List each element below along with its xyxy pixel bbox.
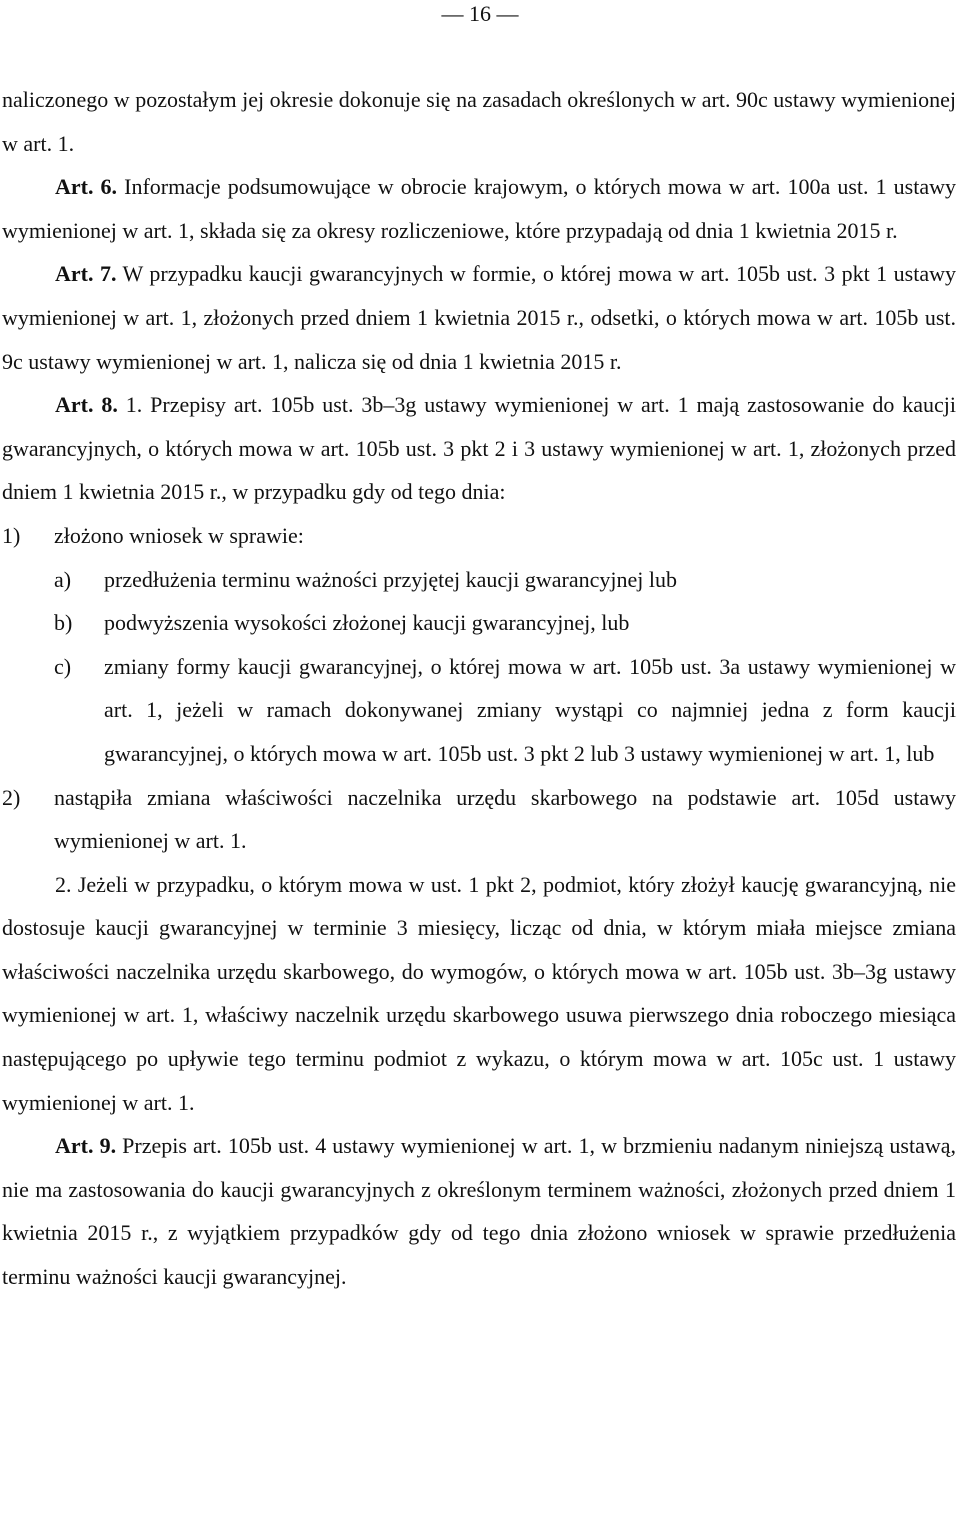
sublist-item-text: przedłużenia terminu ważności przyjętej kaucji gwarancyjnej lub [104, 566, 677, 592]
sublist-marker: c) [54, 653, 72, 679]
article-8-paragraph-2: 2. Jeżeli w przypadku, o którym mowa w ust. 1 pkt 2, podmiot, który złożył kaucję gwarancyjną, nie dostosuje kaucji gwarancyjnej w terminie 3 miesięcy, licząc od dnia, w którym miała miejsce zmiana właściwości naczelnika urzędu skarbowego, do wymogów, o których mowa w art. 105b ust. 3b–3g ustawy wymienionej w art. 1, właściwy naczelnik urzędu skarbowego usuwa pierwszego dnia roboczego miesiąca następującego po upływie tego terminu podmiot z wykazu, o którym mowa w art. 105c ust. 1 ustawy wymienionej w art. 1. [2, 871, 956, 1115]
article-8-subitem-a [2, 558, 956, 602]
page-number: — 16 — [441, 1, 519, 26]
sublist-item-text: podwyższenia wysokości złożonej kaucji gwarancyjnej, lub [104, 610, 630, 636]
article-9-label: Art. 9. [55, 1133, 117, 1159]
article-7-text: W przypadku kaucji gwarancyjnych w formie, o której mowa w art. 105b ust. 3 pkt 1 ustawy wymienionej w art. 1, złożonych przed dniem 1 kwietnia 2015 r., odsetki, o których mowa w art. 105b ust. 9c ustawy wymienionej w art. 1, nalicza się od dnia 1 kwietnia 2015 r. [2, 261, 956, 374]
sublist-marker: a) [54, 566, 72, 592]
article-6-label: Art. 6. [55, 174, 118, 200]
article-8 [2, 383, 956, 514]
article-9-text: Przepis art. 105b ust. 4 ustawy wymienionej w art. 1, w brzmieniu nadanym niniejszą ustawą, nie ma zastosowania do kaucji gwarancyjnych z określonym terminem ważności, złożonych przed dniem 1 kwietnia 2015 r., z wyjątkiem przypadków gdy od tego dnia złożono wniosek w sprawie przedłużenia terminu ważności kaucji gwarancyjnej. [2, 1133, 956, 1290]
list-item-text: nastąpiła zmiana właściwości naczelnika urzędu skarbowego na podstawie art. 105d ustawy wymienionej w art. 1. [54, 784, 956, 854]
article-8-text: 1. Przepisy art. 105b ust. 3b–3g ustawy wymienionej w art. 1 mają zastosowanie do kaucji gwarancyjnych, o których mowa w art. 105b ust. 3 pkt 2 i 3 ustawy wymienionej w art. 1, złożonych przed dniem 1 kwietnia 2015 r., w przypadku gdy od tego dnia: [2, 392, 956, 505]
article-8-label: Art. 8. [55, 392, 118, 418]
list-marker: 1) [2, 522, 21, 548]
article-8-subitem-b [2, 601, 956, 645]
list-item-text: złożono wniosek w sprawie: [54, 522, 304, 548]
article-7 [2, 252, 956, 383]
sublist-marker: b) [54, 610, 73, 636]
article-7-label: Art. 7. [55, 261, 117, 287]
paragraph-continuation: naliczonego w pozostałym jej okresie dokonuje się na zasadach określonych w art. 90c ustawy wymienionej w art. 1. [2, 87, 956, 156]
article-9 [2, 1124, 956, 1298]
article-8-item-1 [2, 514, 956, 558]
article-8-item-2 [2, 776, 956, 863]
article-6 [2, 165, 956, 252]
article-8-subitem-c [2, 645, 956, 776]
article-6-text: Informacje podsumowujące w obrocie krajowym, o których mowa w art. 100a ust. 1 ustawy wymienionej w art. 1, składa się za okresy rozliczeniowe, które przypadają od dnia 1 kwietnia 2015 r. [2, 174, 956, 243]
list-marker: 2) [2, 784, 21, 810]
sublist-item-text: zmiany formy kaucji gwarancyjnej, o której mowa w art. 105b ust. 3a ustawy wymienionej w art. 1, jeżeli w ramach dokonywanej zmiany wystąpi co najmniej jedna z form kaucji gwarancyjnej, o których mowa w art. 105b ust. 3 pkt 2 lub 3 ustawy wymienionej w art. 1, lub [104, 653, 956, 766]
document-body [2, 78, 956, 1299]
